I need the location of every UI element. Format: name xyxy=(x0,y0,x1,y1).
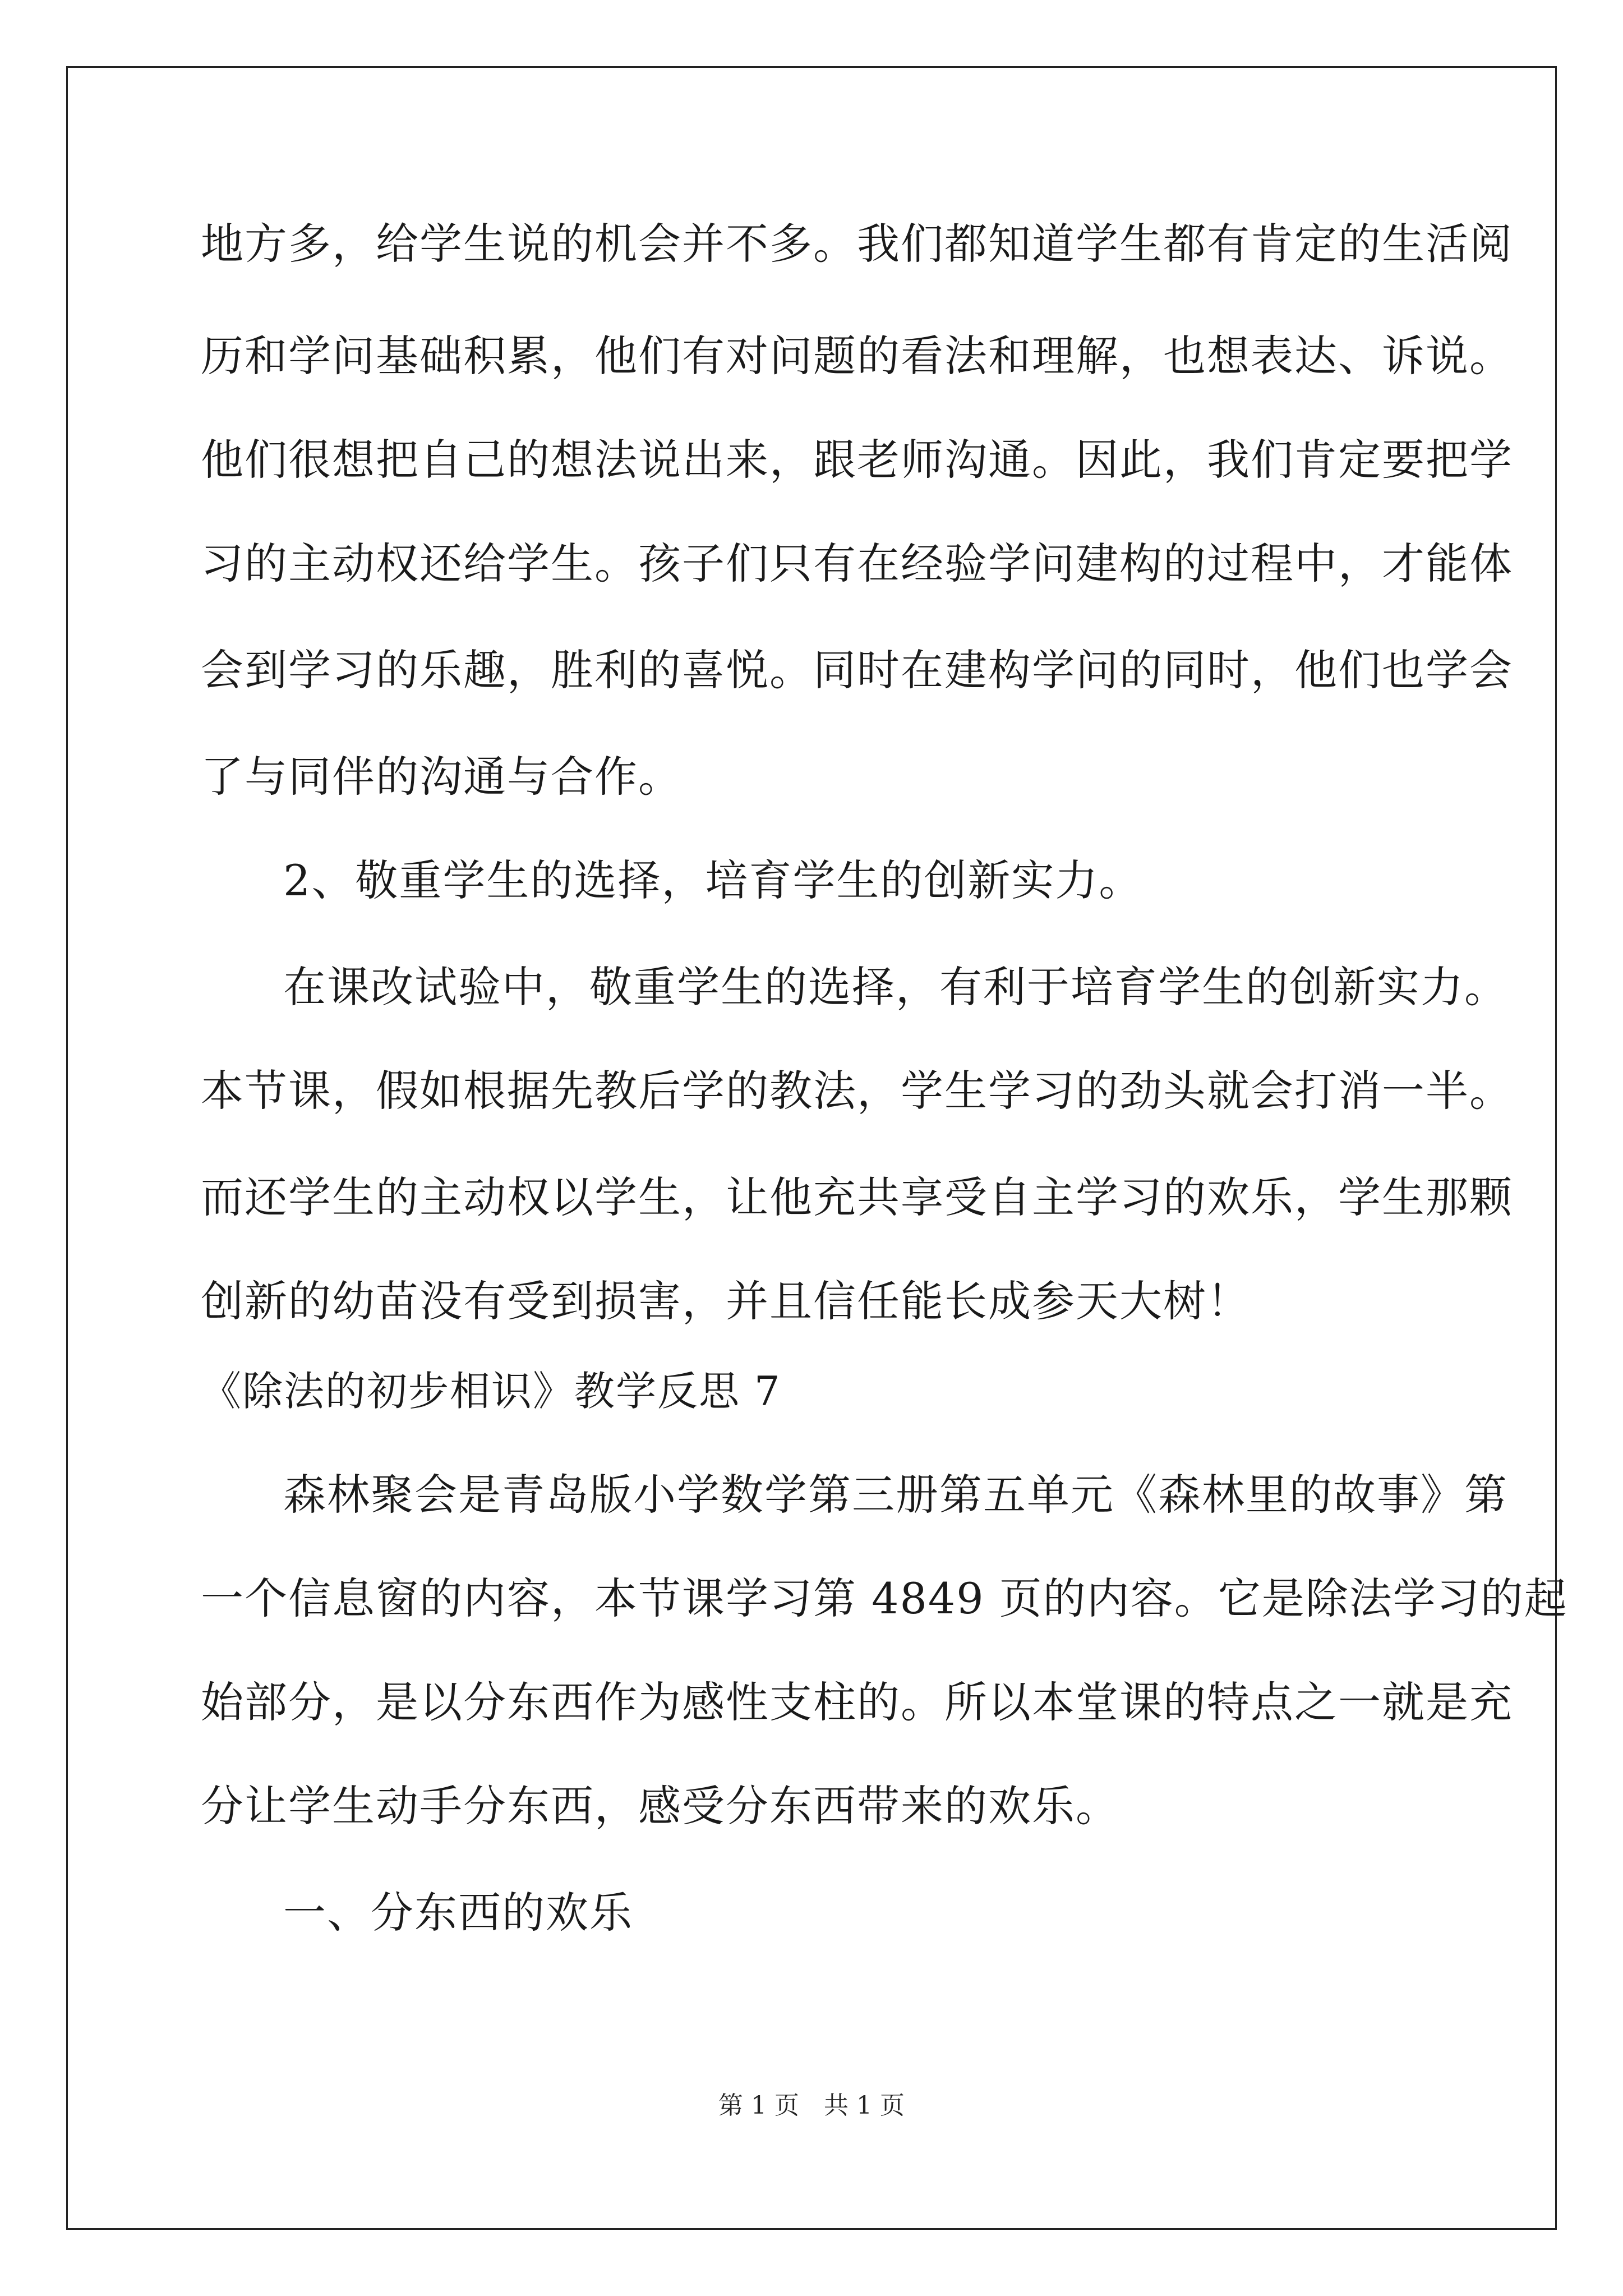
section-heading: 2、敬重学生的选择，培育学生的创新实力。 xyxy=(283,855,1143,905)
paragraph-line: 创新的幼苗没有受到损害，并且信任能长成参天大树！ xyxy=(201,1276,1251,1326)
paragraph-line: 了与同伴的沟通与合作。 xyxy=(201,752,682,802)
paragraph-line: 在课改试验中，敬重学生的选择，有利于培育学生的创新实力。 xyxy=(283,962,1508,1012)
paragraph-line: 会到学习的乐趣，胜利的喜悦。同时在建构学问的同时，他们也学会 xyxy=(201,645,1513,695)
paragraph-line: 习的主动权还给学生。孩子们只有在经验学问建构的过程中，才能体 xyxy=(201,539,1513,588)
article-title: 《除法的初步相识》教学反思 7 xyxy=(201,1368,781,1415)
paragraph-line: 始部分，是以分东西作为感性支柱的。所以本堂课的特点之一就是充 xyxy=(201,1677,1513,1727)
paragraph-line: 而还学生的主动权以学生，让他充共享受自主学习的欢乐，学生那颗 xyxy=(201,1172,1513,1222)
paragraph-line: 分让学生动手分东西，感受分东西带来的欢乐。 xyxy=(201,1781,1119,1831)
paragraph-line: 历和学问基础积累，他们有对问题的看法和理解，也想表达、诉说。 xyxy=(201,331,1513,381)
paragraph-line: 本节课，假如根据先教后学的教法，学生学习的劲头就会打消一半。 xyxy=(201,1066,1513,1116)
paragraph-line: 一个信息窗的内容，本节课学习第 4849 页的内容。它是除法学习的起 xyxy=(201,1573,1568,1623)
paragraph-line: 他们很想把自己的想法说出来，跟老师沟通。因此，我们肯定要把学 xyxy=(201,435,1513,485)
paragraph-line: 森林聚会是青岛版小学数学第三册第五单元《森林里的故事》第 xyxy=(283,1470,1508,1520)
paragraph-line: 地方多，给学生说的机会并不多。我们都知道学生都有肯定的生活阅 xyxy=(201,219,1513,269)
page-footer: 第 1 页 共 1 页 xyxy=(718,2091,905,2120)
section-heading: 一、分东西的欢乐 xyxy=(283,1888,633,1938)
